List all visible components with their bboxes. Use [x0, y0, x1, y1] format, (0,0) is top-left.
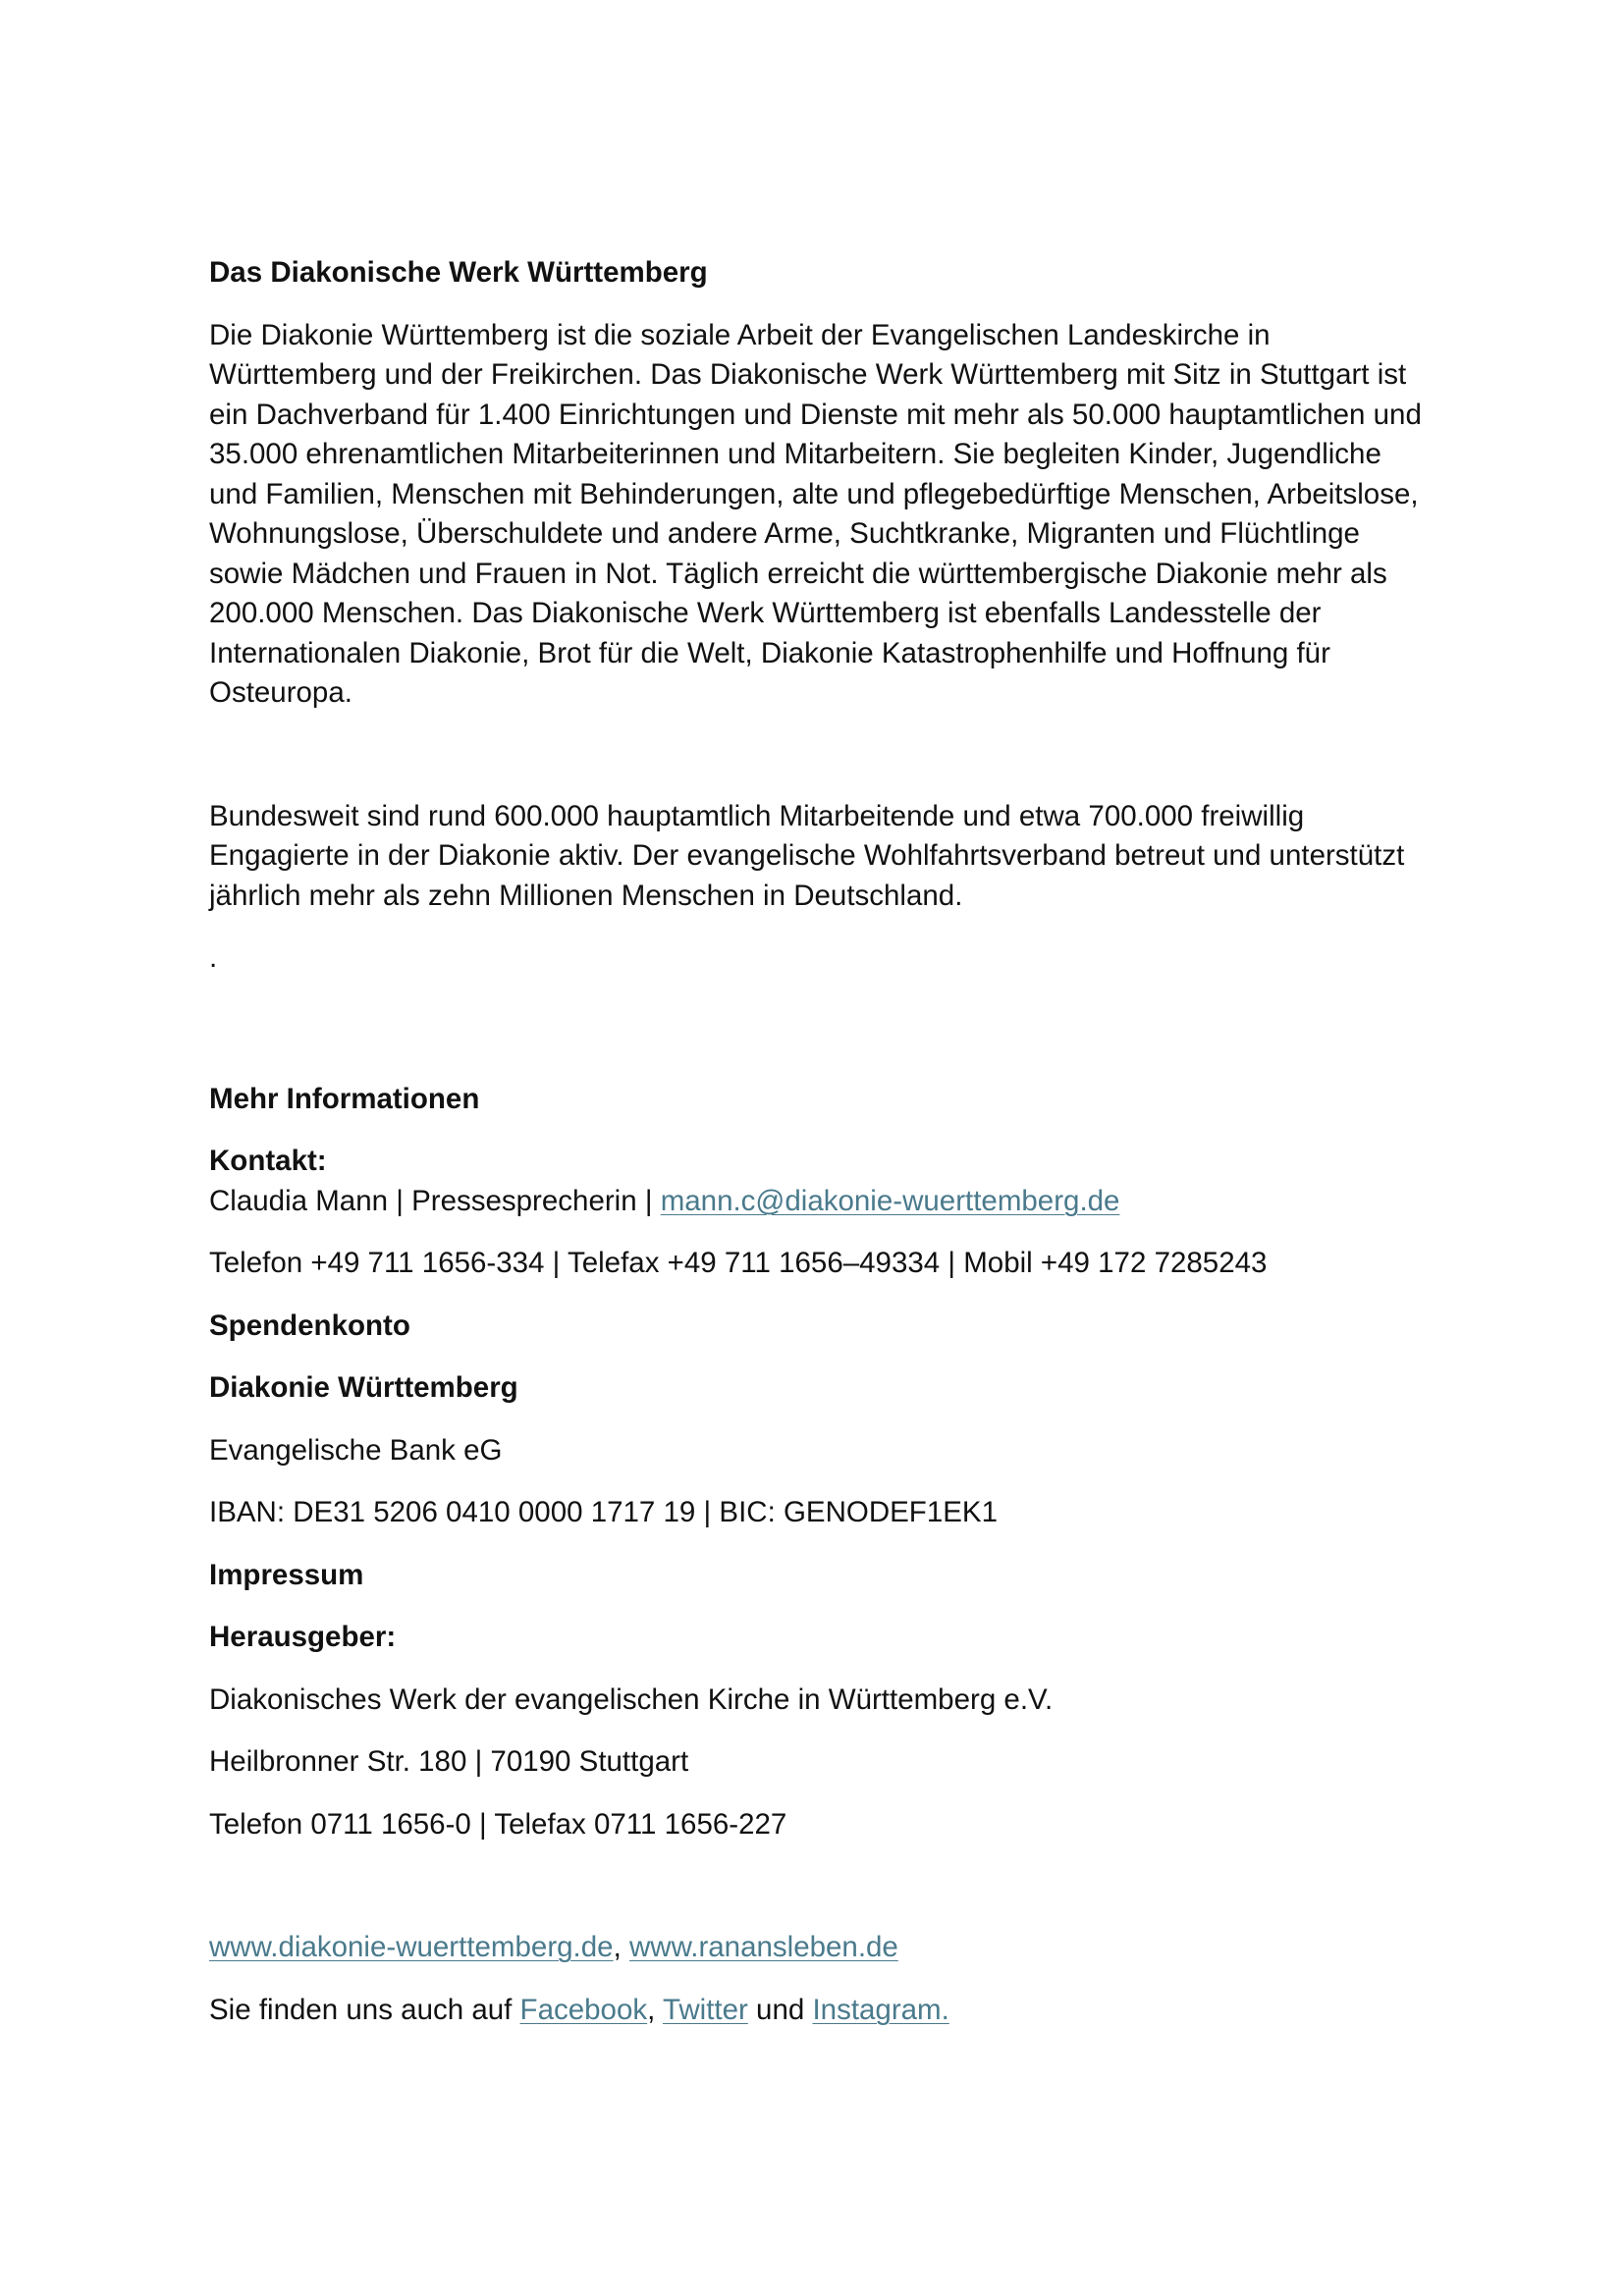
publisher-address: Heilbronner Str. 180 | 70190 Stuttgart	[209, 1745, 689, 1778]
spacer	[209, 1658, 1436, 1681]
about-paragraph-2: Bundesweit sind rund 600.000 hauptamtlich Mitarbeitende und etwa 700.000 freiwillig Engagierte in der Diakonie aktiv. Der evangelische Wohlfahrtsverband betreut und unterstützt jährlich mehr als zehn Millionen Menschen in Deutschland.	[209, 799, 1405, 912]
info-heading: Mehr Informationen	[209, 1082, 480, 1115]
contact-phones: Telefon +49 711 1656-334 | Telefax +49 711 1656–49334 | Mobil +49 172 7285243	[209, 1247, 1268, 1279]
contact-line	[209, 1182, 1436, 1222]
spacer	[209, 1595, 1436, 1618]
spacer	[209, 916, 1436, 938]
donation-bank: Evangelische Bank eG	[209, 1433, 503, 1467]
instagram-link[interactable]: Instagram.	[812, 1993, 949, 2026]
contact-label: Kontakt:	[209, 1145, 327, 1177]
spacer	[209, 1533, 1436, 1556]
spacer	[209, 1844, 1436, 1928]
spacer	[209, 1221, 1436, 1244]
website-links	[209, 1928, 1436, 1968]
donation-iban: IBAN: DE31 5206 0410 0000 1717 19 | BIC: GENODEF1EK1	[209, 1496, 998, 1528]
website-link-ranansleben[interactable]: www.ranansleben.de	[628, 1931, 898, 1963]
contact-person: Claudia Mann | Pressesprecherin |	[209, 1184, 661, 1217]
spacer	[209, 1968, 1436, 1991]
social-comma: ,	[647, 1993, 663, 2026]
spacer	[209, 1284, 1436, 1307]
stray-dot: .	[209, 941, 218, 974]
spacer	[209, 1119, 1436, 1142]
website-link-diakonie[interactable]: www.diakonie-wuerttemberg.de	[209, 1931, 614, 1963]
social-prefix: Sie finden uns auch auf	[209, 1993, 520, 2026]
spacer	[209, 714, 1436, 797]
social-links-line	[209, 1991, 1436, 2031]
spacer	[209, 1409, 1436, 1431]
spacer	[209, 1470, 1436, 1493]
spacer	[209, 979, 1436, 1080]
social-and: und	[747, 1993, 813, 2026]
about-paragraph-1: Die Diakonie Württemberg ist die soziale Arbeit der Evangelischen Landeskirche in Württemberg und der Freikirchen. Das Diakonische Werk Württemberg mit Sitz in Stuttgart ist ein Dachverband für 1.400 Einrichtungen und Dienste mit mehr als 50.000 hauptamtlichen und 35.000 ehrenamtlichen Mitarbeiterinnen und Mitarbeitern. Sie begleiten Kinder, Jugendliche und Familien, Menschen mit Behinderungen, alte und pflegebedürftige Menschen, Arbeitslose, Wohnungslose, Überschuldete und andere Arme, Suchtkranke, Migranten und Flüchtlinge sowie Mädchen und Frauen in Not. Täglich erreicht die württembergische Diakonie mehr als 200.000 Menschen. Das Diakonische Werk Württemberg ist ebenfalls Landesstelle der Internationalen Diakonie, Brot für die Welt, Diakonie Katastrophenhilfe und Hoffnung für Osteuropa.	[209, 318, 1422, 709]
publisher-name: Diakonisches Werk der evangelischen Kirche in Württemberg e.V.	[209, 1682, 1054, 1716]
publisher-phones: Telefon 0711 1656-0 | Telefax 0711 1656-227	[209, 1807, 787, 1841]
spacer	[209, 1346, 1436, 1368]
spacer	[209, 1720, 1436, 1742]
twitter-link[interactable]: Twitter	[662, 1993, 748, 2026]
donation-account-name: Diakonie Württemberg	[209, 1371, 518, 1404]
imprint-heading: Impressum	[209, 1558, 364, 1591]
spacer	[209, 1783, 1436, 1805]
document-content	[209, 253, 1436, 2030]
publisher-label: Herausgeber:	[209, 1621, 397, 1653]
about-heading: Das Diakonische Werk Württemberg	[209, 256, 708, 289]
facebook-link[interactable]: Facebook	[519, 1993, 648, 2026]
contact-email-link[interactable]: mann.c@diakonie-wuerttemberg.de	[660, 1184, 1120, 1217]
spacer	[209, 294, 1436, 316]
donation-heading: Spendenkonto	[209, 1308, 410, 1342]
link-separator: ,	[613, 1931, 629, 1963]
